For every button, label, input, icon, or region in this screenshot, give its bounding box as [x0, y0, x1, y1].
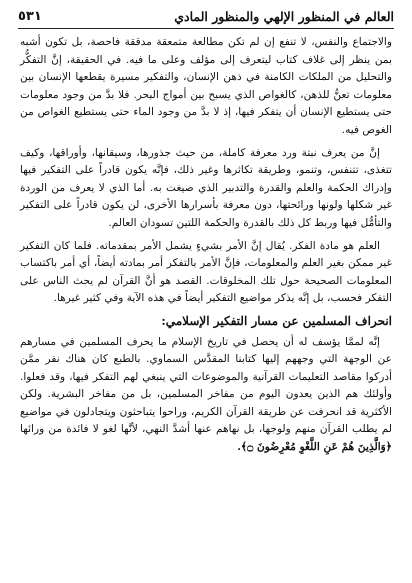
paragraph-knowledge: العلم هو مادة الفكر. يُقال إنَّ الأمر بشيءٍ يشمل الأمر بمقدماته. فلما كان التفكير غير ممكن بغير العلم والمعلومات، فإنَّ الأمر بالتفكر أمر بمادته أيضاً، أي أمر باكتساب المعلومات الصحيحة حول تلك المخلوقات. القصد هو أنَّ القرآن لم يحث الناس على التفكر فحسب، بل إنَّه يذكر مواضيع التفكير أيضاً في هذه الآية وفي كثير غيرها. [20, 239, 392, 305]
running-title: العالم في المنظور الإلهي والمنظور المادي [174, 8, 394, 24]
section-heading: انحراف المسلمين عن مسار التفكير الإسلامي: [161, 313, 392, 328]
paragraph-continued: والاجتماع والنفس، لا تنفع إن لم تكن مطالعة متمعقة مدققة فاحصة، بل تكون أشبه بمن ينظر إلى غلاف كتاب ليتعرف إلى مؤلف وعلى ما فيه. في الحقيقة، إنَّ التفكُّر والتحليل من الملكات الكامنة في ذهن الإنسان، والتفكير مسيرة يقطعها الإنسان بين معلومات تعنُّ للذهن، كالغواص الذي يسبح بين أمواج البحر. فلا بدَّ من وجود معلومات حتى يستطيع الإنسان أن يتفكر فيها، إذ لا بدَّ من وجود الماء حتى يستطيع الغواص من الغوص فيه. [20, 36, 392, 136]
paragraph-rose: إنَّ من يعرف نبتة ورد معرفة كاملة، من حيث جذورها، وسيقانها، وأوراقها، وكيف تتغذى، تتنفس، وتنمو، وطريقة تكاثرها وغير ذلك، فإنَّه يكون قادراً على التفكير فيها وإدراك الحكمة والعلم والقدرة والتدبير الذي صيغت به. أما الذي لا يعرف من الوردة غير شكلها ولونها ورائحتها، دون معرفة بأسرارها الأخرى، لن يكون قادراً على التفكير والتأمُّل فيها وربط كل ذلك بالقدرة والحكمة اللتين تسودان العالم. [20, 146, 392, 229]
page-number: ٥٣١ [18, 8, 42, 24]
page-header [18, 6, 394, 26]
paragraph-deviation-text: إنَّه لممَّا يؤسف له أن يحصل في تاريخ الإسلام ما يحرف المسلمين في مسارهم عن الوجهة التي وجههم إليها كتابنا المقدَّس السماوي. بالطبع كان هناك نفر ممَّن أدركوا مقاصد التعليمات القرآنية والموضوعات التي ينبغي لهم التفكر فيها، وقد فعلوا. وأولئك هم الذين يعدون اليوم من مفاخر المسلمين، بل من مفاخر البشرية. ولكن الأكثرية قد انحرفت عن طريقة القرآن الكريم، وراحوا يتباحثون ويتجادلون في مواضيع لم يطلب القرآن منهم ولوجها، بل نهاهم عنها أشدَّ النهي، لأنَّها لغو لا فائدة من ورائها [20, 335, 392, 436]
quran-verse: ﴿وَالَّذِينَ هُمْ عَنِ اللَّغْوِ مُعْرِضُونَ ۝﴾. [237, 441, 392, 454]
page-body [20, 34, 392, 577]
header-rule [18, 28, 394, 29]
paragraph-deviation [20, 334, 392, 457]
